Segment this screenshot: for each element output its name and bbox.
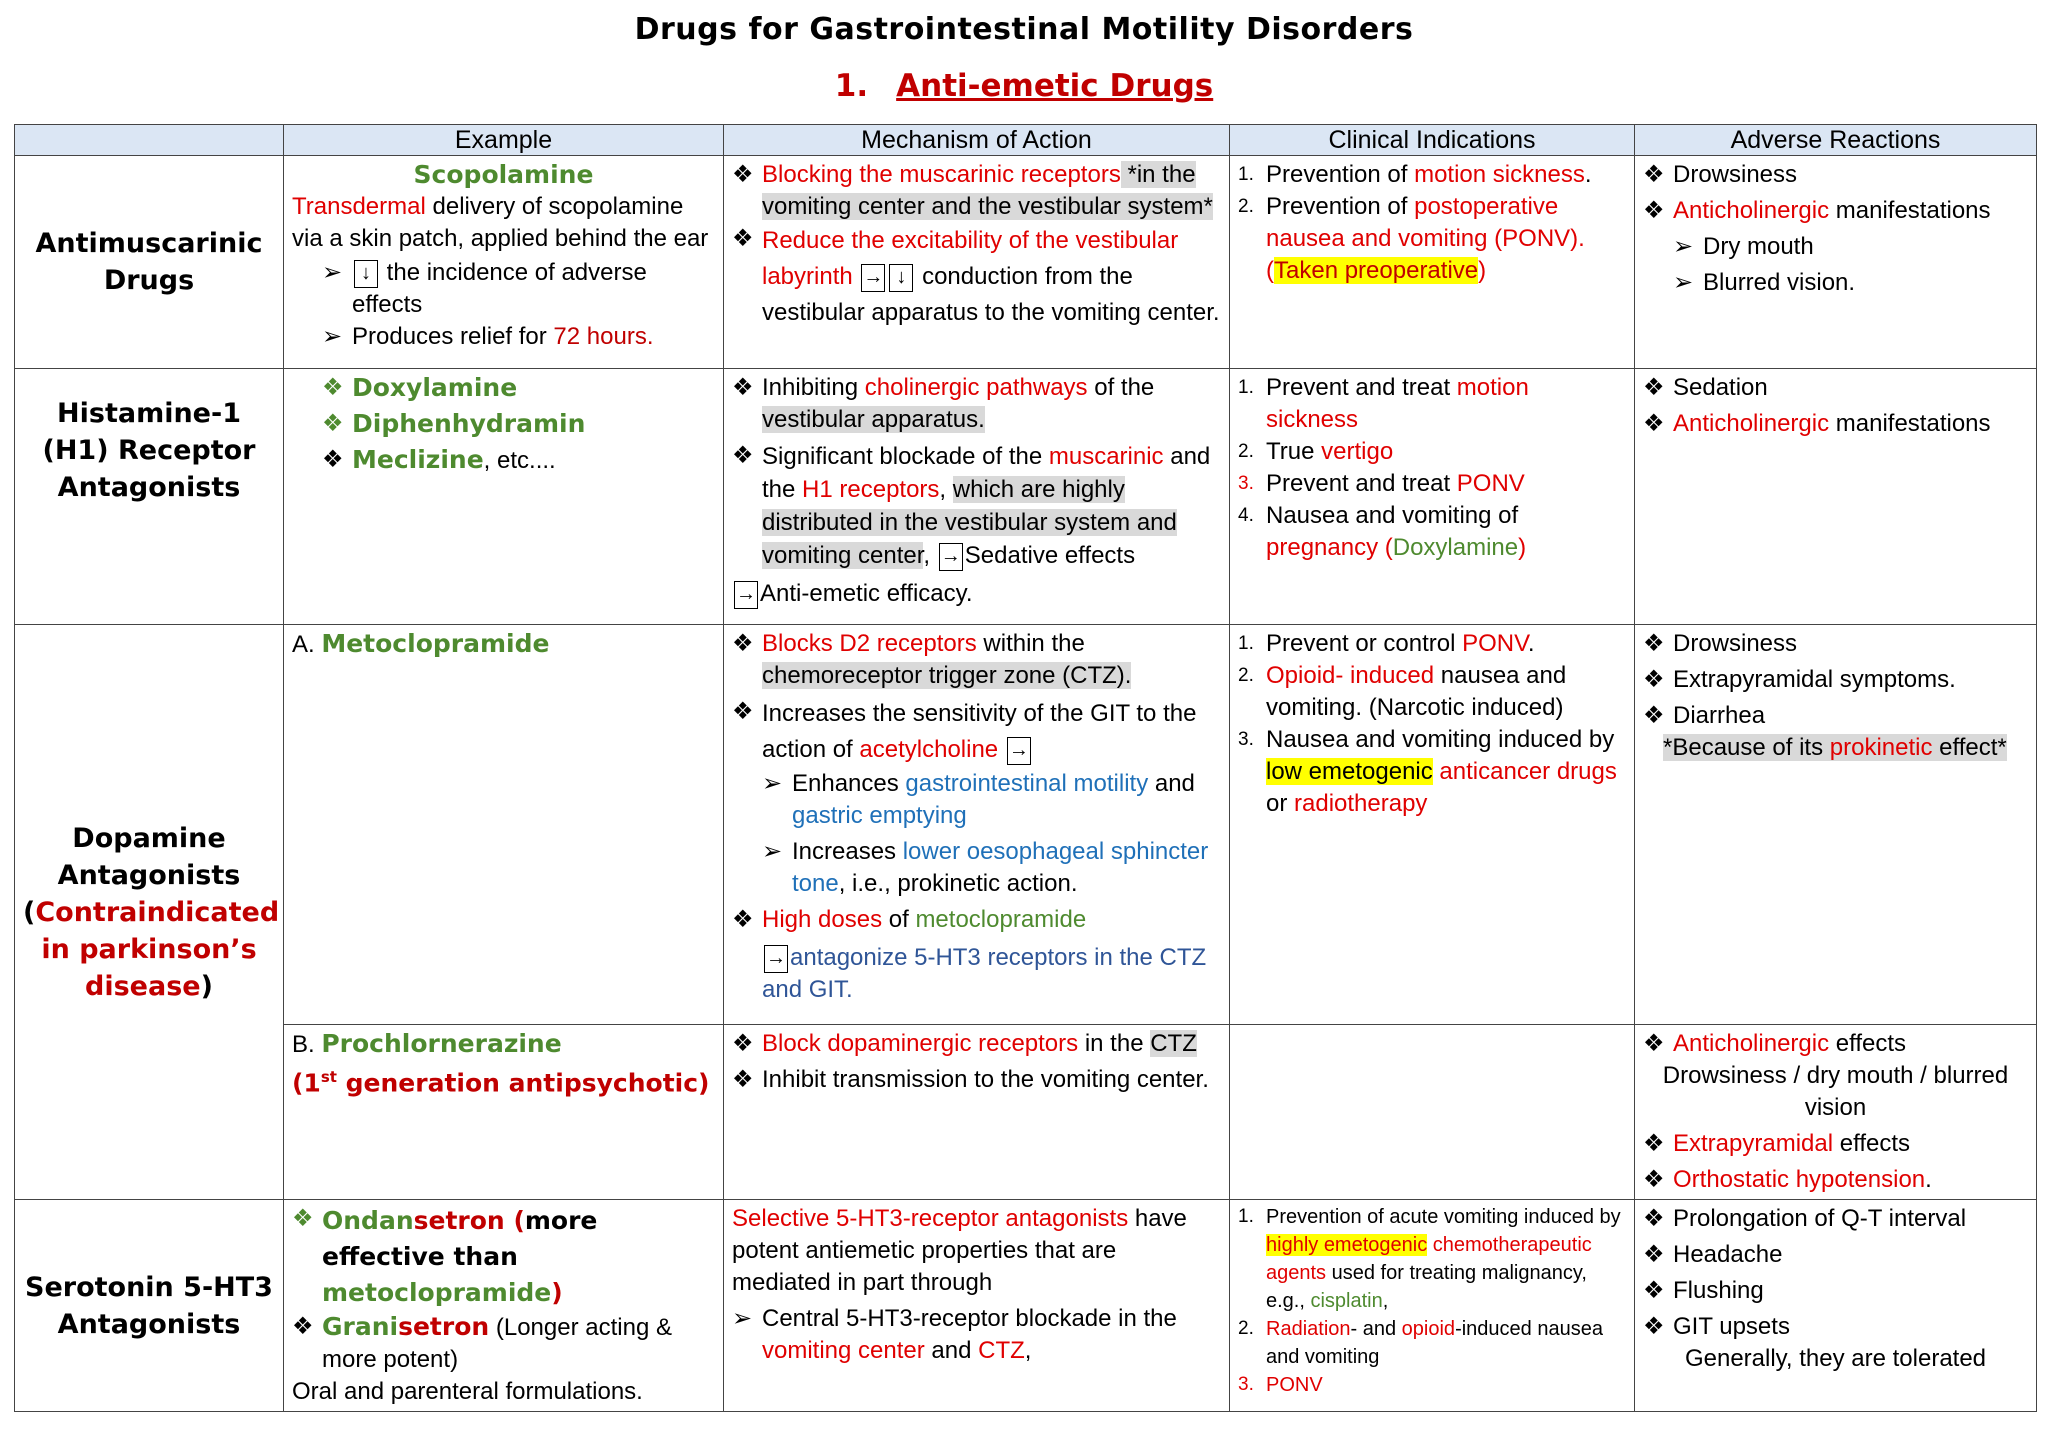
table-row: [15, 625, 2037, 1025]
mechanism-cell: [724, 156, 1230, 369]
list-item: ❖ Blocking the muscarinic receptors *in the vomiting center and the vestibular system*: [732, 161, 1213, 220]
table-row: [15, 369, 2037, 625]
list-item: ❖ Drowsiness: [1643, 161, 1798, 188]
mechanism-cell: [724, 1200, 1230, 1412]
adverse-cell: [1635, 1025, 2037, 1200]
text: Transdermal delivery of scopolamine via a skin patch, applied behind the ear: [292, 193, 709, 252]
example-cell: [284, 156, 724, 369]
right-arrow-icon: →: [939, 543, 963, 571]
section-number: 1.: [834, 68, 869, 104]
list-item: 1. Prevention of motion sickness.: [1238, 161, 1592, 188]
header-example: Example: [284, 125, 724, 156]
header-adverse: Adverse Reactions: [1635, 125, 2037, 156]
list-item: ❖ Headache: [1643, 1241, 1783, 1268]
table-row: [15, 156, 2037, 369]
section-title: Anti-emetic Drugs: [896, 68, 1214, 104]
down-arrow-icon: ↓: [889, 264, 913, 292]
list-item: ❖ Doxylamine: [322, 373, 518, 402]
list-item: ➢ ↓ the incidence of adverse effects: [322, 259, 647, 318]
list-item: *Because of its prokinetic effect*: [1663, 734, 2007, 761]
example-cell: [284, 625, 724, 1025]
list-item: ➢ Produces relief for 72 hours.: [322, 323, 654, 350]
right-arrow-icon: →: [861, 264, 885, 292]
list-item: ➢ Increases lower oesophageal sphincter tone, i.e., prokinetic action.: [762, 838, 1209, 897]
mechanism-cell: [724, 1025, 1230, 1200]
list-item: 1. Prevent and treat motion sickness: [1238, 374, 1529, 433]
list-item: 1. Prevention of acute vomiting induced by highly emetogenic chemotherapeutic agents used for treating malignancy, e.g., cisplatin,: [1238, 1206, 1621, 1312]
drug-name: A. Metoclopramide: [292, 629, 550, 658]
list-item: ❖ Block dopaminergic receptors in the CTZ: [732, 1030, 1197, 1057]
indications-cell: [1230, 625, 1635, 1025]
list-item: ❖ Significant blockade of the muscarinic and the H1 receptors, which are highly distributed in the vestibular system and vomiting center, → Sedative effects: [732, 442, 1211, 569]
header-category: [15, 125, 284, 156]
example-cell: [284, 1200, 724, 1412]
right-arrow-icon: →: [734, 581, 758, 609]
text: Oral and parenteral formulations.: [292, 1378, 643, 1405]
indications-cell: [1230, 369, 1635, 625]
header-row: [15, 125, 2037, 156]
list-item: 3. PONV: [1238, 1374, 1323, 1396]
list-item: ❖ Diarrhea: [1643, 702, 1766, 729]
list-item: ❖ Drowsiness: [1643, 630, 1798, 657]
right-arrow-icon: →: [1007, 737, 1031, 765]
list-item: ❖ Extrapyramidal symptoms.: [1643, 666, 1956, 693]
indications-cell: [1230, 1025, 1635, 1200]
down-arrow-icon: ↓: [354, 260, 378, 288]
list-item: Generally, they are tolerated: [1684, 1345, 1987, 1372]
drug-note: (1st generation antipsychotic): [292, 1068, 710, 1098]
category-cell: Antimuscarinic Drugs: [15, 156, 284, 369]
list-item: ❖ Meclizine, etc....: [322, 445, 556, 474]
list-item: ❖ Reduce the excitability of the vestibular labyrinth → ↓ conduction from the vestibular apparatus to the vomiting center.: [732, 225, 1220, 326]
example-cell: [284, 369, 724, 625]
adverse-cell: [1635, 369, 2037, 625]
list-item: ❖ High doses of metoclopramide: [732, 906, 1087, 933]
list-item: ❖ GIT upsets: [1643, 1313, 1790, 1340]
category-cell: Serotonin 5-HT3 Antagonists: [15, 1200, 284, 1412]
mechanism-cell: [724, 625, 1230, 1025]
list-item: 2. Prevention of postoperative nausea and vomiting (PONV). (Taken preoperative): [1238, 193, 1585, 284]
list-item: 2. Radiation- and opioid-induced nausea and vomiting: [1238, 1318, 1603, 1368]
antiemetic-table: [14, 124, 2037, 1412]
section-heading: [0, 68, 2048, 104]
indications-cell: [1230, 1200, 1635, 1412]
list-item: ❖ Extrapyramidal effects: [1643, 1130, 1910, 1157]
mechanism-cell: [724, 369, 1230, 625]
list-item: ❖ Orthostatic hypotension.: [1643, 1166, 1932, 1193]
list-item: → Anti-emetic efficacy.: [736, 580, 973, 607]
list-item: ➢ Enhances gastrointestinal motility and gastric emptying: [762, 770, 1195, 829]
drug-name: B. Prochlornerazine: [292, 1029, 562, 1058]
list-item: 3. Prevent and treat PONV: [1238, 470, 1525, 497]
header-indications: Clinical Indications: [1230, 125, 1635, 156]
drug-name: Scopolamine: [413, 160, 594, 189]
list-item: ❖ Blocks D2 receptors within the chemoreceptor trigger zone (CTZ).: [732, 630, 1132, 689]
indications-cell: [1230, 156, 1635, 369]
category-cell: Dopamine Antagonists (Contraindicated in parkinson’s disease): [15, 625, 284, 1200]
table-row: [15, 1025, 2037, 1200]
list-item: 1. Prevent or control PONV.: [1238, 630, 1535, 657]
list-item: ❖ Increases the sensitivity of the GIT to the action of acetylcholine →: [732, 698, 1197, 763]
list-item: ❖ Granisetron (Longer acting & more potent): [292, 1312, 672, 1373]
right-arrow-icon: →: [764, 945, 788, 973]
list-item: ❖ Prolongation of Q-T interval: [1643, 1205, 1967, 1232]
page-title: Drugs for Gastrointestinal Motility Disorders: [634, 12, 1414, 47]
list-item: ❖ Diphenhydramin: [322, 409, 586, 438]
list-item: ➢ Central 5-HT3-receptor blockade in the vomiting center and CTZ,: [732, 1305, 1177, 1364]
text: Selective 5-HT3-receptor antagonists have potent antiemetic properties that are mediated in part through: [732, 1205, 1187, 1296]
list-item: ❖ Anticholinergic manifestations: [1643, 410, 1991, 437]
list-item: ❖ Ondansetron (more effective than metoclopramide): [292, 1205, 598, 1307]
list-item: ❖ Inhibit transmission to the vomiting center.: [732, 1066, 1209, 1093]
list-item: ❖ Anticholinergic effects: [1643, 1030, 1907, 1057]
list-item: ❖ Inhibiting cholinergic pathways of the vestibular apparatus.: [732, 374, 1155, 433]
list-item: → antagonize 5-HT3 receptors in the CTZ and GIT.: [762, 944, 1207, 1003]
list-item: ❖ Anticholinergic manifestations: [1643, 197, 1991, 224]
header-mechanism: Mechanism of Action: [724, 125, 1230, 156]
adverse-cell: [1635, 1200, 2037, 1412]
table-row: [15, 1200, 2037, 1412]
list-item: 3. Nausea and vomiting induced by low emetogenic anticancer drugs or radiotherapy: [1238, 726, 1617, 817]
adverse-cell: [1635, 156, 2037, 369]
list-item: 4. Nausea and vomiting of pregnancy (Doxylamine): [1238, 502, 1527, 561]
list-item: 2. Opioid- induced nausea and vomiting. (Narcotic induced): [1238, 662, 1567, 721]
category-cell: Histamine-1 (H1) Receptor Antagonists: [15, 369, 284, 625]
list-item: ❖ Flushing: [1643, 1277, 1764, 1304]
example-cell: [284, 1025, 724, 1200]
list-item: 2. True vertigo: [1238, 438, 1394, 465]
adverse-cell: [1635, 625, 2037, 1025]
list-item: Drowsiness / dry mouth / blurred vision: [1662, 1062, 2009, 1121]
list-item: ➢ Blurred vision.: [1673, 269, 1856, 296]
list-item: ❖ Sedation: [1643, 374, 1768, 401]
list-item: ➢ Dry mouth: [1673, 233, 1814, 260]
